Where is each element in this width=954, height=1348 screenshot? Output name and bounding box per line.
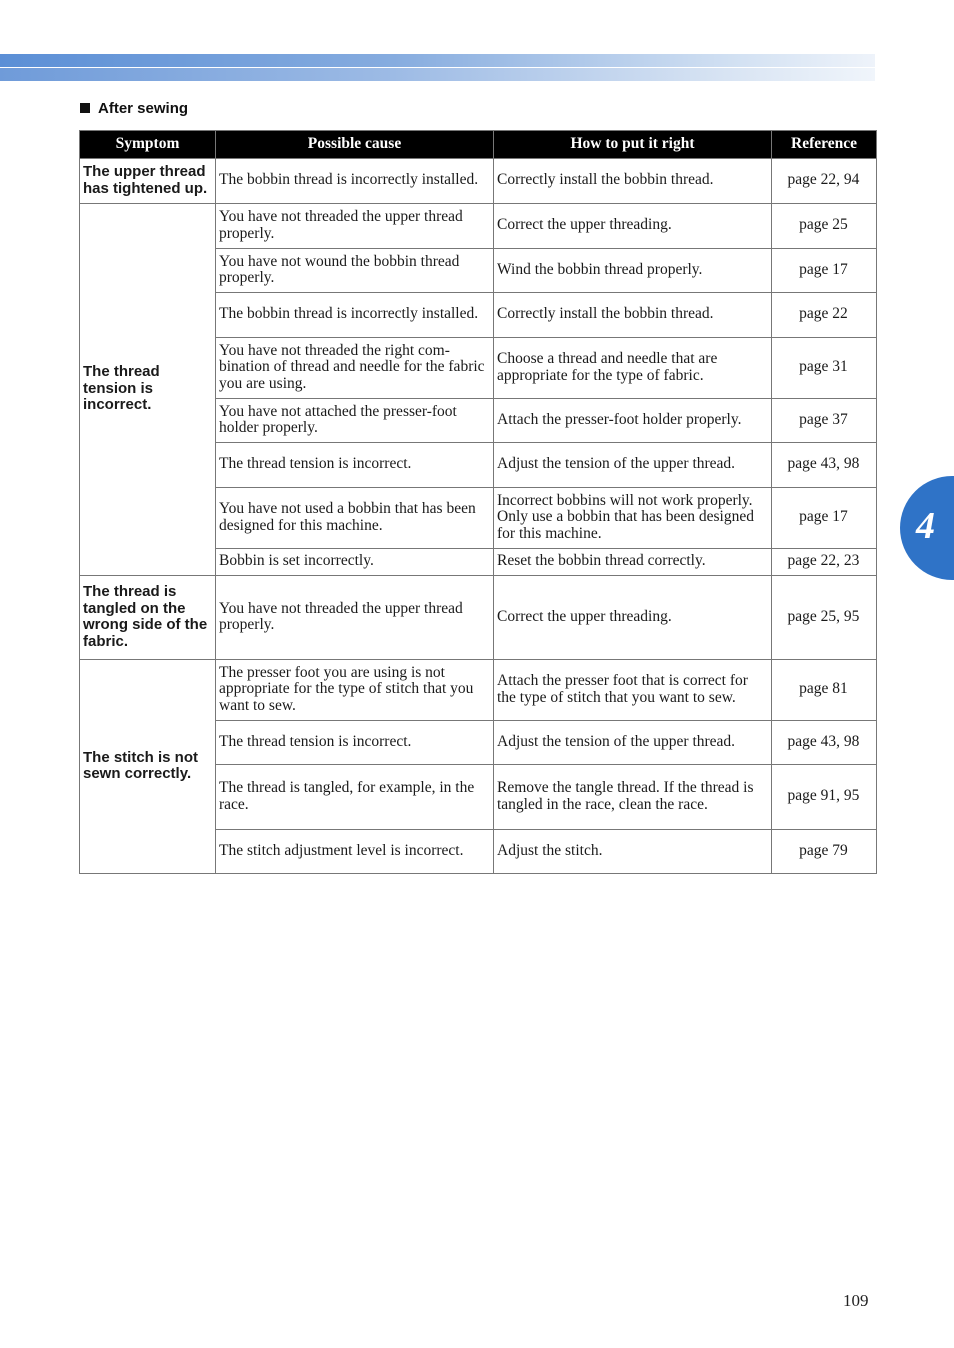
reference-cell: page 43, 98 xyxy=(772,443,877,488)
cause-cell: The bobbin thread is incorrectly installed. xyxy=(216,159,494,204)
reference-cell: page 37 xyxy=(772,399,877,443)
cause-cell: You have not threaded the upper thread properly. xyxy=(216,576,494,660)
reference-cell: page 31 xyxy=(772,338,877,399)
cause-cell: The bobbin thread is incorrectly installed. xyxy=(216,293,494,338)
reference-cell: page 22 xyxy=(772,293,877,338)
cause-cell: The presser foot you are using is not appropriate for the type of stitch that you want to sew. xyxy=(216,660,494,721)
cause-cell: Bobbin is set incorrectly. xyxy=(216,549,494,576)
cause-cell: You have not threaded the upper thread properly. xyxy=(216,204,494,249)
fix-cell: Adjust the stitch. xyxy=(494,830,772,874)
fix-cell: Choose a thread and needle that are appropriate for the type of fabric. xyxy=(494,338,772,399)
header-band-bottom xyxy=(0,68,875,81)
fix-cell: Attach the presser foot that is correct for the type of stitch that you want to sew. xyxy=(494,660,772,721)
reference-cell: page 81 xyxy=(772,660,877,721)
cause-cell: You have not used a bobbin that has been designed for this machine. xyxy=(216,488,494,549)
cause-cell: The thread tension is incorrect. xyxy=(216,443,494,488)
table-header-row xyxy=(80,131,877,159)
cause-cell: The stitch adjustment level is incorrect. xyxy=(216,830,494,874)
chapter-number: 4 xyxy=(916,505,935,547)
reference-cell: page 43, 98 xyxy=(772,721,877,765)
reference-cell: page 25 xyxy=(772,204,877,249)
cause-cell: The thread tension is incorrect. xyxy=(216,721,494,765)
section-title xyxy=(80,100,188,117)
reference-cell: page 17 xyxy=(772,249,877,293)
table-row xyxy=(80,204,877,249)
reference-cell: page 22, 23 xyxy=(772,549,877,576)
fix-cell: Correct the upper threading. xyxy=(494,576,772,660)
header-band-top xyxy=(0,54,875,67)
cause-cell: You have not attached the presser-foot holder properly. xyxy=(216,399,494,443)
reference-cell: page 25, 95 xyxy=(772,576,877,660)
cause-cell: You have not wound the bobbin thread properly. xyxy=(216,249,494,293)
chapter-tab xyxy=(900,476,954,580)
table-row xyxy=(80,159,877,204)
fix-cell: Adjust the tension of the upper thread. xyxy=(494,443,772,488)
symptom-cell: The upper thread has tightened up. xyxy=(80,159,216,204)
symptom-cell: The thread tension is incorrect. xyxy=(80,204,216,576)
cause-cell: You have not threaded the right com-bination of thread and needle for the fabric you are using. xyxy=(216,338,494,399)
fix-cell: Incorrect bobbins will not work properly. Only use a bobbin that has been designed for this machine. xyxy=(494,488,772,549)
fix-cell: Wind the bobbin thread properly. xyxy=(494,249,772,293)
fix-cell: Attach the presser-foot holder properly. xyxy=(494,399,772,443)
cause-cell: The thread is tangled, for example, in the race. xyxy=(216,765,494,830)
reference-cell: page 79 xyxy=(772,830,877,874)
fix-cell: Remove the tangle thread. If the thread is tangled in the race, clean the race. xyxy=(494,765,772,830)
reference-cell: page 91, 95 xyxy=(772,765,877,830)
square-bullet-icon xyxy=(80,103,90,113)
troubleshooting-table xyxy=(79,130,877,874)
fix-cell: Correctly install the bobbin thread. xyxy=(494,293,772,338)
fix-cell: Correct the upper threading. xyxy=(494,204,772,249)
reference-cell: page 17 xyxy=(772,488,877,549)
symptom-cell: The thread is tangled on the wrong side of the fabric. xyxy=(80,576,216,660)
header-reference: Reference xyxy=(772,131,877,159)
table-row xyxy=(80,576,877,660)
section-title-text: After sewing xyxy=(98,100,189,117)
fix-cell: Adjust the tension of the upper thread. xyxy=(494,721,772,765)
header-fix: How to put it right xyxy=(494,131,772,159)
page-number: 109 xyxy=(843,1291,869,1310)
header-cause: Possible cause xyxy=(216,131,494,159)
table-row xyxy=(80,660,877,721)
fix-cell: Reset the bobbin thread correctly. xyxy=(494,549,772,576)
fix-cell: Correctly install the bobbin thread. xyxy=(494,159,772,204)
symptom-cell: The stitch is not sewn correctly. xyxy=(80,660,216,874)
reference-cell: page 22, 94 xyxy=(772,159,877,204)
header-symptom: Symptom xyxy=(80,131,216,159)
